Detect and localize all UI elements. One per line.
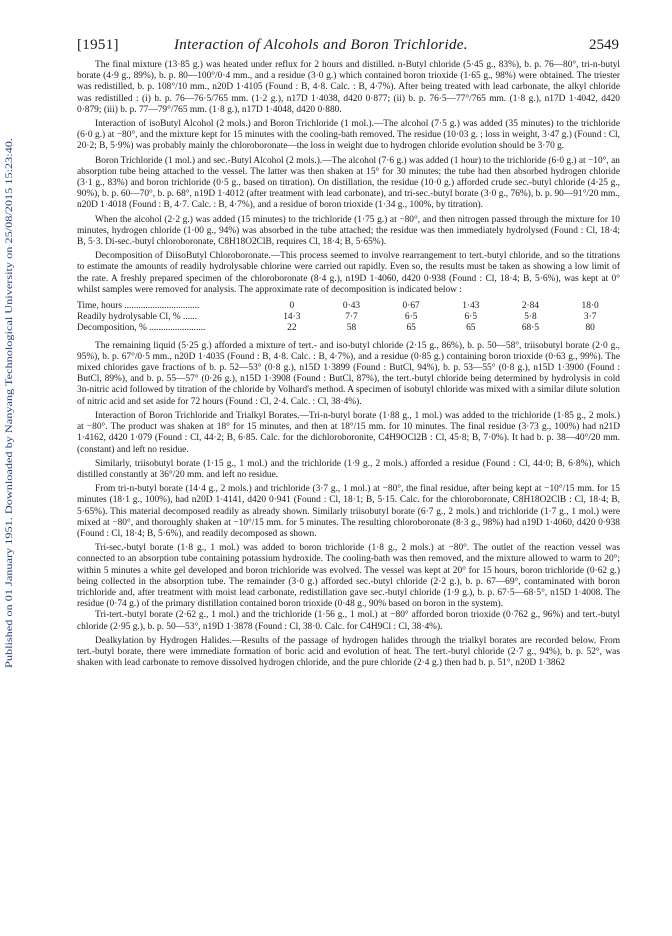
table-cell: 7·7 xyxy=(345,312,358,323)
paragraph-tri-n-butyl: From tri-n-butyl borate (14·4 g., 2 mols.) and trichloride (3·7 g., 1 mol.) at −80°, the final residue, after being kept at −10°/15 mm. for 15 minutes (18·1 g., 100%), had n20D 1·4141, d420 0·941 (Found : Cl, 18·1; B, 5·15. Calc. for the chloroboronate, C8H18O2ClB : Cl, 18·4; B, 5·65%). This material decomposed readily as already shown. Similarly triisobutyl borate (6·7 g., 2 mols.) and trichloride (1·7 g., 1 mol.) were mixed at −80°, and thoroughly shaken at −10°/15 mm. for 5 minutes. The resulting chloroboronate (8·3 g., 98%) had n19D 1·4060, d420 0·938 (Found : Cl, 18·4; B, 5·6%), and readily decomposed as shown. xyxy=(77,484,620,539)
watermark-text: Published on 01 January 1951. Downloaded by Nanyang Technological University on 25/08/2015 15:23:40. xyxy=(5,257,15,668)
header-title: Interaction of Alcohols and Boron Trichloride. xyxy=(174,37,468,53)
paragraph-triisobutyl: Similarly, triisobutyl borate (1·15 g., 1 mol.) and the trichloride (1·9 g., 2 mols.) afforded a residue (Found : Cl, 44·0; B, 6·8%), which distilled constantly at 36°/20 mm. and left no residue. xyxy=(77,458,620,480)
page-number: 2549 xyxy=(589,37,619,53)
table-cell: 6·5 xyxy=(404,312,418,323)
decomposition-table xyxy=(77,301,620,335)
table-row xyxy=(77,323,620,334)
paragraph-final-mixture: The final mixture (13·85 g.) was heated under reflux for 2 hours and distilled. n-Butyl chloride (5·45 g., 83%), b. p. 76—80°, tri-n-butyl borate (4·9 g., 89%), b. p. 80—100°/0·4 mm., and a residue (3·0 g.) which contained boron trioxide (1·65 g., 98%) were obtained. The triester was redistilled, b. p. 108°/10 mm., n20D 1·4105 (Found : B, 4·8. Calc. : B, 4·7%). After being treated with lead carbonate, the alkyl chloride was redistilled : (i) b. p. 76—76·5/765 mm. (1·2 g.), n17D 1·4038, d420 0·877; (ii) b. p. 76·5—77°/765 mm. (1·8 g.), n17D 1·4042, d420 0·879; (iii) b. p. 77—79°/765 mm. (1·8 g.), n17D 1·4048, d420 0·880. xyxy=(77,60,620,115)
table-cell: 0·43 xyxy=(342,301,361,312)
paragraph-isobutyl-alcohol: Interaction of isoButyl Alcohol (2 mols.) and Boron Trichloride (1 mol.).—The alcohol (7·5 g.) was added (35 minutes) to the trichloride (6·0 g.) at −80°, and the mixture kept for 15 minutes with the cooling-bath removed. The residue (10·03 g. ; loss in weight, 3·47 g.) (Found : Cl, 20·2; B, 5·9%) was probably mainly the chloroboronate—the loss in weight due to hydrogen chloride evolution should be 3·70 g. xyxy=(77,119,620,152)
paragraph-remaining-liquid: The remaining liquid (5·25 g.) afforded a mixture of tert.- and iso-butyl chloride (2·15 g., 86%), b. p. 50—58°, triisobutyl borate (2·0 g., 95%), b. p. 67°/0·5 mm., n20D 1·4035 (Found : B, 4·8. Calc. : B, 4·7%), and a residue (0·85 g.) containing boron trioxide (0·63 g., 99%). The mixed chlorides gave fractions of b. p. 52—53° (0·8 g.), n15D 1·3899 (Found : ButCl, 94%), b. p. 53—55° (0·8 g.), n15D 1·3900 (Found : ButCl, 89%), and b. p. 55—57° (0·26 g.), n15D 1·3908 (Found : ButCl, 87%), the tert.-butyl chloride being determined by hydrolysis in cold 3n-nitric acid followed by titration of the chloride by Volhard's method. A specimen of isobutyl chloride was mixed with a similar dilute solution of nitric acid and set aside for 72 hours (Found : Cl, 2·4. Calc. : Cl, 38·4%). xyxy=(77,340,620,407)
table-row xyxy=(77,301,620,312)
table-cell: 68·5 xyxy=(521,323,540,334)
paragraph-sec-butyl-alcohol: Boron Trichloride (1 mol.) and sec.-Butyl Alcohol (2 mols.).—The alcohol (7·6 g.) was added (1 hour) to the trichloride (6·0 g.) at −10°, an absorption tube being attached to the vessel. The latter was then shaken at 15° for 30 minutes; the tube had then absorbed hydrogen chloride (3·1 g., 83%) and boron trichloride (0·5 g., based on titration). On distillation, the residue (10·0 g.) afforded crude sec.-butyl chloride (4·25 g., 90%), b. p. 60—70°, b. p. 68°, n19D 1·4012 (after treatment with lead carbonate), and tri-sec.-butyl borate (3·0 g., 76%), b. p. 90—91°/20 mm., n20D 1·4018 (Found : B, 4·7. Calc. : B, 4·7%), and a residue of boron trioxide (1·34 g., 100%, by titration). xyxy=(77,155,620,211)
header-year: [1951] xyxy=(77,37,119,53)
table-cell: 58 xyxy=(346,323,357,334)
table-cell: 80 xyxy=(585,323,595,334)
row-label: Decomposition, % ........................ xyxy=(77,323,206,334)
table-row xyxy=(77,312,620,323)
paragraph-decomposition: Decomposition of DiisoButyl Chloroboronate.—This process seemed to involve rearrangement to tert.-butyl chloride, and so the titrations to estimate the amounts of readily hydrolysable chlorine were carried out rapidly. Even so, the results must be taken as showing a low limit of the rate. A freshly prepared specimen of the chloroboronate (8·4 g.), n19D 1·4060, d420 0·938 (Found : Cl, 18·4; B, 5·6%), was kept at 0° whilst samples were removed for analysis. The approximate rate of decomposition is indicated below : xyxy=(77,251,620,295)
paragraph-tri-sec-butyl: Tri-sec.-butyl borate (1·8 g., 1 mol.) was added to boron trichloride (1·8 g., 2 mols.) at −80°. The outlet of the reaction vessel was connected to an absorption tube containing potassium hydroxide. The cooling-bath was then removed, and the mixture allowed to warm to 20°; within 5 minutes a white gel developed and boron trichloride was evolved. The vessel was kept at 20° for 15 hours, boron trichloride (0·62 g.) being collected in the absorption tube. The remainder (3·0 g.) afforded sec.-butyl chloride (2·2 g.), b. p. 67—69°, contaminated with boron trichloride and, after treatment with moist lead carbonate, redistillation gave sec.-butyl chloride (1·9 g.), b. p. 67·5—68·5°, n15D 1·4008. The residue (0·74 g.) of the primary distillation contained boron trioxide (0·48 g., 90% based on boron in the system). xyxy=(77,543,620,610)
table-cell: 0·67 xyxy=(402,301,420,312)
table-cell: 0 xyxy=(289,301,295,312)
row-label: Time, hours ................................ xyxy=(77,301,200,312)
table-cell: 2·84 xyxy=(521,301,540,312)
paragraph-hydrolysis: When the alcohol (2·2 g.) was added (15 minutes) to the trichloride (1·75 g.) at −80°, and then nitrogen passed through the mixture for 10 minutes, hydrogen chloride (1·00 g., 94%) was absorbed in the tube attached; the residue was then immediately hydrolysed (Found : Cl, 18·4; B, 5·3. Di-sec.-butyl chloroboronate, C8H18O2ClB, requires Cl, 18·4; B, 5·65%). xyxy=(77,214,620,248)
paragraph-tri-tert-butyl: Tri-tert.-butyl borate (2·62 g., 1 mol.) and the trichloride (1·56 g., 1 mol.) at −80° afforded boron trioxide (0·762 g., 96%) and tert.-butyl chloride (2·95 g.), b. p. 50—53°, n19D 1·3878 (Found : Cl, 38·0. Calc. for C4H9Cl : Cl, 38·4%). xyxy=(77,610,620,632)
download-watermark xyxy=(1,120,17,680)
page-body xyxy=(77,60,620,669)
table-cell: 1·43 xyxy=(462,301,480,312)
paragraph-dealkylation: Dealkylation by Hydrogen Halides.—Results of the passage of hydrogen halides through the trialkyl borates are recorded below. From tert.-butyl borate, there were immediate formation of boric acid and evolution of heat. The tert.-butyl chloride (2·7 g., 94%), b. p. 52°, was shaken with lead carbonate to remove dissolved hydrogen chloride, and the pure chloride (2·4 g.) then had b. p. 51°, n20D 1·3862 xyxy=(77,635,620,669)
table-cell: 6·5 xyxy=(464,312,478,323)
table-cell: 22 xyxy=(287,323,297,334)
running-header xyxy=(77,37,619,59)
table-cell: 18·0 xyxy=(581,301,599,312)
table-cell: 65 xyxy=(466,323,476,334)
table-cell: 3·7 xyxy=(583,312,597,323)
table-cell: 65 xyxy=(406,323,416,334)
table-cell: 14·3 xyxy=(283,312,301,323)
table-cell: 5·8 xyxy=(524,312,537,323)
row-label: Readily hydrolysable Cl, % ...... xyxy=(77,312,198,323)
paragraph-trialkyl-borates: Interaction of Boron Trichloride and Trialkyl Borates.—Tri-n-butyl borate (1·88 g., 1 mol.) was added to the trichloride (1·85 g., 2 mols.) at −80°. The product was shaken at 18° for 15 minutes, and then at 18°/15 mm. for 10 minutes. The final residue (3·73 g., 100%) had n21D 1·4162, d420 1·079 (Found : Cl, 44·2; B, 6·85. Calc. for the dichloroboronite, C4H9OCl2B : Cl, 45·8; B, 7·0%). It had b. p. 38—40°/20 mm. (constant) and left no residue. xyxy=(77,410,620,455)
